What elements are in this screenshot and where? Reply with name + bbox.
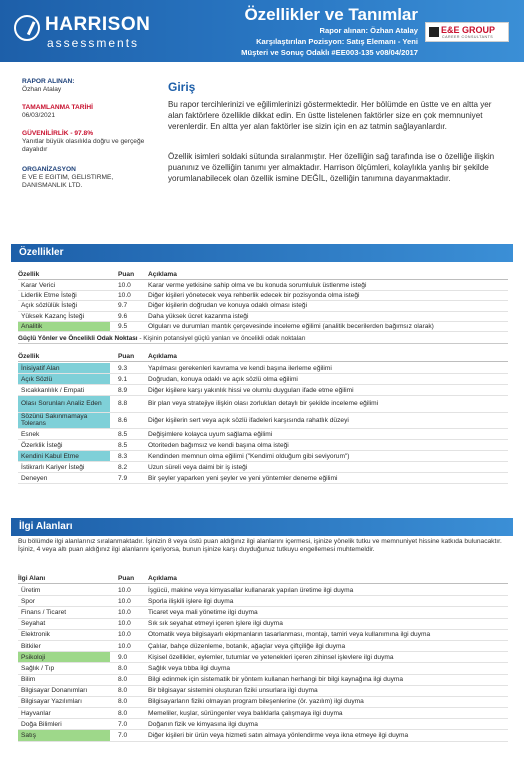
intro-title: Giriş (168, 80, 196, 94)
partner-name: E&E GROUP (441, 25, 496, 35)
row-description: Bir bilgisayar sistemini oluşturan fiziki unsurlara ilgi duyma (148, 687, 318, 695)
row-name: Açık Sözlü (18, 374, 110, 384)
report-label: RAPOR ALINAN: (22, 78, 75, 85)
row-name: İnisiyatif Alan (18, 363, 110, 373)
row-score: 10.0 (118, 608, 131, 616)
row-name: Sıcakkanlılık / Empati (21, 386, 85, 394)
partner-subtitle: CAREER CONSULTANTS (442, 35, 494, 39)
row-name: Üretim (21, 586, 41, 594)
row-description: Doğanın fizik ve kimyasına ilgi duyma (148, 720, 258, 728)
row-name: Esnek (21, 430, 40, 438)
row-description: Otomatik veya bilgisayarlı ekipmanların tasarlanması, montajı, tamiri veya kullanımına ilgi duyma (148, 631, 431, 639)
header-position-code: Müşteri ve Sonuç Odaklı #EE003-135 v08/04/2017 (241, 48, 418, 57)
row-score: 8.0 (118, 687, 128, 695)
table-row (18, 429, 508, 440)
row-description: Diğer kişilerin sert veya açık sözlü ifadeleri karşısında rahatlık düzeyi (148, 416, 349, 424)
row-name: Açık sözlülük İsteği (21, 302, 78, 310)
row-name: Spor (21, 597, 35, 605)
row-name: Psikoloji (18, 652, 110, 662)
completion-value: 06/03/2021 (22, 112, 56, 119)
row-name: Bitkiler (21, 642, 41, 650)
strengths-subheading-title: Güçlü Yönler ve Öncelikli Odak Noktası (18, 335, 138, 342)
table-row (18, 396, 508, 413)
row-description: Diğer kişileri yönetecek veya rehberlik edecek bir pozisyonda olma isteği (148, 292, 360, 300)
row-name: Sözünü Sakınmamaya Tolerans (18, 413, 110, 429)
row-description: Yapılması gerekenleri kavrama ve kendi başına ilerleme eğilimi (148, 364, 332, 372)
row-description: Olguları ve durumları mantık çerçevesinde inceleme eğilimi (analitik becerilerden bağımsız olarak) (148, 322, 434, 330)
row-score: 9.0 (118, 653, 128, 661)
strengths-subheading (18, 333, 508, 344)
traits-table (18, 281, 508, 332)
row-score: 7.0 (118, 732, 128, 740)
organization-value: E VE E EGITIM, GELISTIRME, DANISMANLIK LTD. (22, 174, 114, 189)
table-row (18, 462, 508, 473)
row-name: Bilim (21, 676, 36, 684)
strengths-col-score: Puan (118, 353, 135, 360)
row-score: 10.0 (118, 282, 131, 290)
completion-label: TAMAMLANMA TARİHİ (22, 104, 93, 111)
row-description: Diğer kişilerin doğrudan ve konuya odaklı olması isteği (148, 302, 308, 310)
interests-col-desc: Açıklama (148, 575, 177, 582)
table-row (18, 663, 508, 674)
intro-paragraph-2: Özellik isimleri soldaki sütunda sıralanmıştır. Her özelliğin sağ tarafında ise o özelliğe ilişkin puanınız ve özelliğin tanımı yer almaktadır. Harrison ölçümleri, kolaylıkla yanlış bir şekilde yorumlanabilecek olan özellik ismine DEĞİL, özelliğin tanımına dayanmaktadır. (168, 152, 495, 183)
partner-logo-icon (429, 27, 439, 37)
row-description: Bilgi edinmek için sistematik bir yöntem kullanan herhangi bir bilgi kaynağına ilgi duyma (148, 676, 404, 684)
row-score: 8.5 (118, 430, 128, 438)
table-row (18, 641, 508, 652)
row-name: Bilgisayar Yazılımları (21, 698, 82, 706)
row-description: Kendinden memnun olma eğilimi ("Kendimi olduğum gibi seviyorum") (148, 452, 350, 460)
table-row (18, 374, 508, 385)
report-header (0, 0, 524, 62)
row-description: Bir plan veya stratejiye ilişkin olası zorlukları detaylı bir şekilde inceleme eğilimi (148, 400, 379, 408)
row-name: Karar Verici (21, 282, 56, 290)
strengths-subheading-desc: - Kişinin potansiyel güçlü yanları ve öncelikli odak noktaları (137, 335, 306, 342)
info-report (22, 78, 157, 94)
row-score: 10.0 (118, 642, 131, 650)
row-score: 8.5 (118, 441, 128, 449)
table-row (18, 596, 508, 607)
row-score: 7.0 (118, 720, 128, 728)
interests-col-score: Puan (118, 575, 135, 582)
row-score: 10.0 (118, 597, 131, 605)
table-row (18, 322, 508, 332)
row-name: Olası Sorunları Analiz Eden (18, 396, 110, 412)
reliability-label: GÜVENİLİRLİK - 97.8% (22, 130, 94, 137)
table-row (18, 630, 508, 641)
row-description: Memeliler, kuşlar, sürüngenler veya balıklarla çalışmaya ilgi duyma (148, 709, 343, 717)
row-score: 9.1 (118, 375, 128, 383)
table-row (18, 301, 508, 311)
strengths-col-desc: Açıklama (148, 353, 177, 360)
row-description: Daha yüksek ücret kazanma isteği (148, 312, 249, 320)
row-description: Otoriteden bağımsız ve kendi başına olma isteği (148, 441, 289, 449)
table-row (18, 363, 508, 374)
strengths-col-trait: Özellik (18, 353, 40, 360)
row-score: 8.8 (118, 400, 128, 408)
table-row (18, 473, 508, 484)
row-name: Seyahat (21, 620, 46, 628)
row-name: Yüksek Kazanç İsteği (21, 312, 85, 320)
row-description: Bilgisayarların fiziki olmayan program bileşenlerine (ör. yazılım) ilgi duyma (148, 698, 364, 706)
info-reliability (22, 130, 157, 154)
intro-paragraph-1: Bu rapor tercihlerinizi ve eğilimlerinizi göstermektedir. Her bölümde en üstte ve en altta yer alan faktörlere özellikle dikkat edin. En üstte listelenen faktörler size en çok memnuniyet verenlerdir. En altta yer alan faktörler ise sizin için en az tatmin sağlayanlardır. (168, 100, 492, 131)
table-row (18, 619, 508, 630)
row-description: Sık sık seyahat etmeyi içeren işlere ilgi duyma (148, 620, 283, 628)
row-name: İstikrarlı Kariyer İsteği (21, 463, 85, 471)
row-description: Doğrudan, konuya odaklı ve açık sözlü olma eğilimi (148, 375, 298, 383)
row-description: Karar verme yetkisine sahip olma ve bu konuda sorumluluk üstlenme isteği (148, 282, 367, 290)
row-score: 8.0 (118, 664, 128, 672)
row-score: 8.9 (118, 386, 128, 394)
row-description: Bir şeyler yaparken yeni şeyler ve yeni yöntemler deneme eğilimi (148, 474, 338, 482)
row-score: 8.0 (118, 709, 128, 717)
logo-name: HARRISON (45, 14, 151, 35)
row-description: Ticaret veya mali yönetime ilgi duyma (148, 608, 258, 616)
table-row (18, 312, 508, 322)
row-description: Çalılar, bahçe düzenleme, botanik, ağaçlar veya çiftçiliğe ilgi duyma (148, 642, 346, 650)
traits-col-desc: Açıklama (148, 271, 177, 278)
interests-table (18, 585, 508, 742)
row-description: Kişisel özellikler, eylemler, tutumlar ve yetenekleri içeren zihinsel işlevlere ilgi duyma (148, 653, 394, 661)
table-row (18, 281, 508, 291)
table-row (18, 440, 508, 451)
row-name: Hayvanlar (21, 709, 51, 717)
traits-table-header (18, 270, 508, 280)
row-name: Finans / Ticaret (21, 608, 67, 616)
row-name: Deneyen (21, 474, 48, 482)
row-name: Sağlık / Tıp (21, 664, 55, 672)
table-row (18, 385, 508, 396)
row-description: Diğer kişilere karşı yakınlık hissi ve olumlu duyguları ifade etme eğilimi (148, 386, 354, 394)
row-score: 8.6 (118, 416, 128, 424)
table-row (18, 697, 508, 708)
table-row (18, 708, 508, 719)
row-name: Özerklik İsteği (21, 441, 63, 449)
info-completion (22, 104, 157, 120)
table-row (18, 675, 508, 686)
table-row (18, 585, 508, 596)
traits-col-score: Puan (118, 271, 135, 278)
row-score: 9.3 (118, 364, 128, 372)
row-name: Doğa Bilimleri (21, 720, 62, 728)
row-score: 10.0 (118, 292, 131, 300)
row-name: Satış (18, 730, 110, 740)
harrison-logo-icon (14, 15, 40, 41)
header-report-subject: Rapor alınan: Özhan Atalay (319, 26, 418, 35)
table-row (18, 719, 508, 730)
row-name: Kendini Kabul Etme (18, 451, 110, 461)
row-score: 8.0 (118, 676, 128, 684)
table-row (18, 451, 508, 462)
section-traits-header: Özellikler (11, 244, 513, 262)
strengths-table (18, 363, 508, 484)
row-description: Uzun süreli veya daimi bir iş isteği (148, 463, 248, 471)
table-row (18, 652, 508, 663)
row-score: 10.0 (118, 620, 131, 628)
row-name: Bilgisayar Donanımları (21, 687, 88, 695)
report-value: Özhan Atalay (22, 86, 62, 93)
row-score: 8.3 (118, 452, 128, 460)
row-score: 10.0 (118, 631, 131, 639)
reliability-value: Yanıtlar büyük olasılıkla doğru ve gerçeğe dayalıdır (22, 138, 145, 153)
table-row (18, 607, 508, 618)
row-description: Değişimlere kolayca uyum sağlama eğilimi (148, 430, 273, 438)
row-description: İşgücü, makine veya kimyasallar kullanarak yapılan üretime ilgi duyma (148, 586, 354, 594)
row-description: Sporla ilişkili işlere ilgi duyma (148, 597, 234, 605)
row-score: 7.9 (118, 474, 128, 482)
table-row (18, 413, 508, 430)
strengths-table-header (18, 352, 508, 362)
row-score: 8.0 (118, 698, 128, 706)
organization-label: ORGANİZASYON (22, 166, 76, 173)
interests-intro: Bu bölümde ilgi alanlarınız sıralanmaktadır. İşinizin 8 veya üstü puan aldığınız ilgi alanlarını içermesi, işinize yönelik tutku ve memnuniyet hissine katkıda bulunacaktır. İşiniz, 4 veya altı puan aldığınız ilgi alanlarını içeriyorsa, bunun işinize karşı duyduğunuz tutkuyu engellemesi muhtemeldir. (18, 538, 502, 554)
traits-col-trait: Özellik (18, 271, 40, 278)
row-score: 9.6 (118, 312, 128, 320)
interests-col-interest: İlgi Alanı (18, 575, 46, 582)
row-name: Elektronik (21, 631, 50, 639)
table-row (18, 686, 508, 697)
row-name: Analitik (18, 322, 110, 331)
row-score: 8.2 (118, 463, 128, 471)
row-description: Diğer kişileri bir ürün veya hizmeti satın almaya yönlendirme veya ikna etmeye ilgi duyma (148, 732, 409, 740)
partner-logo (425, 22, 509, 42)
row-score: 10.0 (118, 586, 131, 594)
info-organization (22, 166, 157, 190)
logo-subtitle: assessments (47, 36, 140, 50)
row-score: 9.7 (118, 302, 128, 310)
header-position: Karşılaştırılan Pozisyon: Satış Elemanı - Yeni (256, 37, 418, 46)
table-row (18, 730, 508, 741)
section-interests-header: İlgi Alanları (11, 518, 513, 536)
row-score: 9.5 (118, 322, 128, 330)
table-row (18, 291, 508, 301)
interests-table-header (18, 574, 508, 584)
row-description: Sağlık veya tıbba ilgi duyma (148, 664, 231, 672)
page-title: Özellikler ve Tanımlar (244, 5, 418, 24)
row-name: Liderlik Etme İsteği (21, 292, 77, 300)
